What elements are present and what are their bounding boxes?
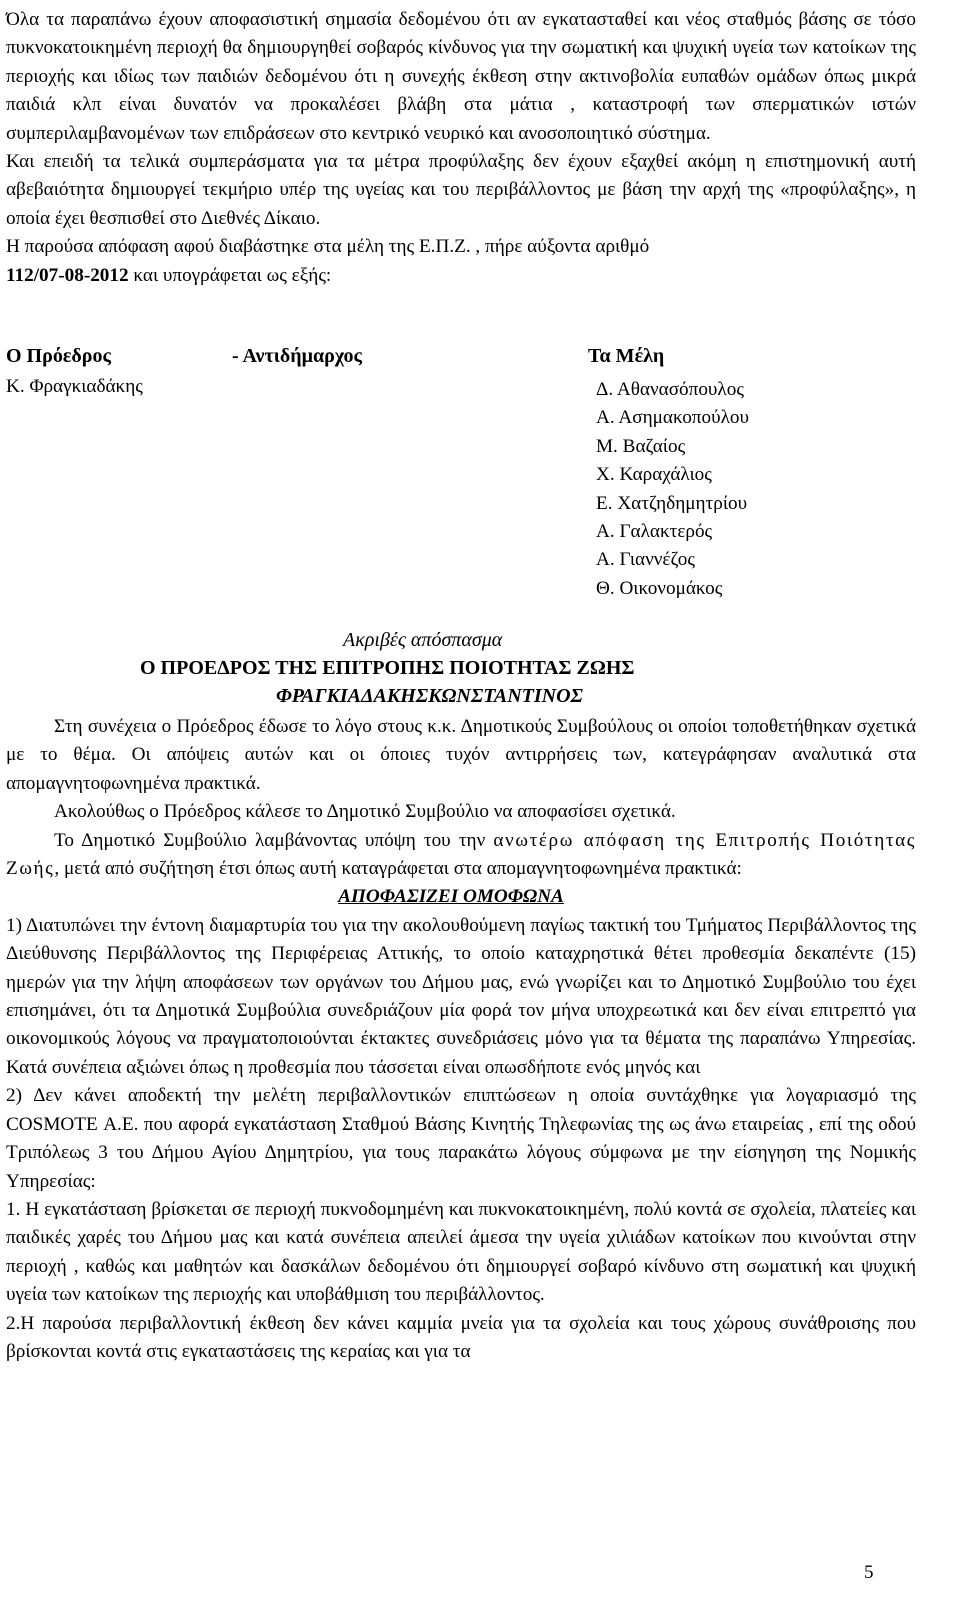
member-name: Χ. Καραχάλιος bbox=[596, 464, 712, 486]
page-number: 5 bbox=[864, 1562, 874, 1583]
exact-extract-label: Ακριβές απόσπασμα bbox=[343, 629, 503, 651]
decision-item-2: 2) Δεν κάνει αποδεκτή την μελέτη περιβαλλοντικών επιπτώσεων η οποία συντάχθηκε για λογαριασμό της COSMOTE Α.Ε. που αφορά εγκατάσταση Σταθμού Βάσης Κινητής Τηλεφωνίας της ως άνω εταιρείας , επί της οδού Τριπόλεως 3 του Δήμου Αγίου Δημητρίου, για τους παρακάτω λόγους σύμφωνα με την είσηγηση της Νομικής Υπηρεσίας: bbox=[6, 1085, 916, 1192]
member-name: Α. Γαλακτερός bbox=[596, 521, 713, 543]
paragraph-health-risk: Όλα τα παραπάνω έχουν αποφασιστική σημασία δεδομένου ότι αν εγκατασταθεί και νέος σταθμός βάσης σε τόσο πυκνοκατοικημένη περιοχή θα δημιουργηθεί σοβαρός κίνδυνος για την σωματική και ψυχική υγεία των κατοίκων της περιοχής και ιδίως των παιδιών δεδομένου ότι η συνεχής έκθεση στην ακτινοβολία ευπαθών ομάδων όπως μικρά παιδιά κλπ είναι δυνατόν να προκαλέσει βλάβη στα μάτια , καταστροφή των σπερματικών ιστών συμπεριλαμβανομένων των επιδράσεων στο κεντρικό νευρικό και ανοσοποιητικό σύστημα. bbox=[6, 9, 916, 144]
committee-president-title: Ο ΠΡΟΕΔΡΟΣ ΤΗΣ ΕΠΙΤΡΟΠΗΣ ΠΟΙΟΤΗΤΑΣ ΖΩΗΣ bbox=[140, 657, 635, 679]
decides-unanimously-heading: ΑΠΟΦΑΣΙΖΕΙ ΟΜΟΦΩΝΑ bbox=[338, 886, 564, 908]
decision-item-1: 1) Διατυπώνει την έντονη διαμαρτυρία του για την ακολουθούμενη παγίως τακτική του Τμήματος Περιβάλλοντος της Διεύθυνσης Περιβάλλοντος της Περιφέρειας Αττικής, το οποίο καταχρηστικά θέτει προθεσμία δεκαπέντε (15) ημερών για την λήψη αποφάσεων των οργάνων του Δήμου μας, ενώ γνωρίζει και το Δημοτικό Συμβούλιο του έχει επισημάνει, ότι τα Δημοτικά Συμβούλια συνεδριάζουν μία φορά τον μήνα υποχρεωτικά και δεν είναι επιτρεπτό για οικονομικούς λόγους να πραγματοποιούνται έκτακτες συνεδριάσεις μόνο για τα θέματα της παραπάνω Υπηρεσίας. Κατά συνέπεια αξιώνει όπως η προθεσμία που τάσσεται είναι οπωσδήποτε ενός μηνός και bbox=[6, 914, 916, 1078]
member-name: Α. Ασημακοπούλου bbox=[596, 407, 749, 429]
intro-paragraph-block bbox=[6, 6, 916, 290]
paragraph-decision-number bbox=[6, 262, 916, 290]
paragraph-precaution: Και επειδή τα τελικά συμπεράσματα για τα μέτρα προφύλαξης δεν έχουν εξαχθεί ακόμη η επιστημονική αυτή αβεβαιότητα δημιουργεί τεκμήριο υπέρ της υγείας και του περιβάλλοντος με βάση την αρχή της «προφύλαξης», η οποία έχει θεσπισθεί στο Διεθνές Δίκαιο. bbox=[6, 151, 916, 229]
members-label: Τα Μέλη bbox=[588, 345, 665, 367]
signed-text: και υπογράφεται ως εξής: bbox=[128, 264, 332, 286]
decision-number: 112/07-08-2012 bbox=[6, 264, 129, 286]
member-name: Θ. Οικονομάκος bbox=[596, 577, 723, 599]
member-name: Ε. Χατζηδημητρίου bbox=[596, 492, 748, 514]
signature-header bbox=[6, 345, 926, 375]
member-name: Α. Γιαννέζος bbox=[596, 549, 695, 571]
members-list bbox=[596, 376, 749, 603]
committee-signer-name: ΦΡΑΓΚΙΑΔΑΚΗΣΚΩΝΣΤΑΝΤΙΝΟΣ bbox=[276, 685, 583, 707]
president-name: Κ. Φραγκιαδάκης bbox=[6, 376, 143, 397]
vice-mayor-label: - Αντιδήμαρχος bbox=[232, 345, 362, 367]
president-label: Ο Πρόεδρος bbox=[6, 345, 111, 367]
paragraph-call-to-decide: Ακολούθως ο Πρόεδρος κάλεσε το Δημοτικό Συμβούλιο να αποφασίσει σχετικά. bbox=[54, 801, 676, 823]
reason-1: 1. Η εγκατάσταση βρίσκεται σε περιοχή πυκνοδομημένη και πυκνοκατοικημένη, πολύ κοντά σε σχολεία, πλατείες και παιδικές χαρές του Δήμου μας και κατά συνέπεια απειλεί άμεσα την υγεία χιλιάδων κατοίκων που κινούνται στην περιοχή , καθώς και μαθητών και δασκάλων δεδομένου ότι δημιουργεί σοβαρό κίνδυνο στη σωματική και ψυχική υγεία των κατοίκων της περιοχής και υποβάθμιση του περιβάλλοντος. bbox=[6, 1198, 916, 1306]
proceedings-block bbox=[6, 713, 916, 1366]
committee-decision-reference: ανωτέρω απόφαση της Επιτροπής Ποιότητας Ζωής bbox=[6, 829, 916, 880]
member-name: Δ. Αθανασόπουλος bbox=[596, 379, 744, 400]
paragraph-decision-read: Η παρούσα απόφαση αφού διαβάστηκε στα μέλη της Ε.Π.Ζ. , πήρε αύξοντα αριθμό bbox=[6, 236, 650, 258]
paragraph-council-considered: Το Δημοτικό Συμβούλιο λαμβάνοντας υπόψη του την ανωτέρω απόφαση της Επιτροπής Ποιότητας Ζωής, μετά από συζήτηση έτσι όπως αυτή καταγράφεται στα απομαγνητοφωνημένα πρακτικά: bbox=[6, 829, 916, 880]
reason-2: 2.Η παρούσα περιβαλλοντική έκθεση δεν κάνει καμμία μνεία για τα σχολεία και τους χώρους συνάθροισης που βρίσκονται κοντά στις εγκαταστάσεις της κεραίας και για τα bbox=[6, 1312, 916, 1362]
member-name: Μ. Βαζαίος bbox=[596, 435, 686, 457]
paragraph-discussion: Στη συνέχεια ο Πρόεδρος έδωσε το λόγο στους κ.κ. Δημοτικούς Συμβούλους οι οποίοι τοποθετήθηκαν σχετικά με το θέμα. Οι απόψεις αυτών και οι όποιες τυχόν αντιρρήσεις των, κατεγράφησαν αναλυτικά στα απομαγνητοφωνημένα πρακτικά. bbox=[6, 716, 916, 794]
